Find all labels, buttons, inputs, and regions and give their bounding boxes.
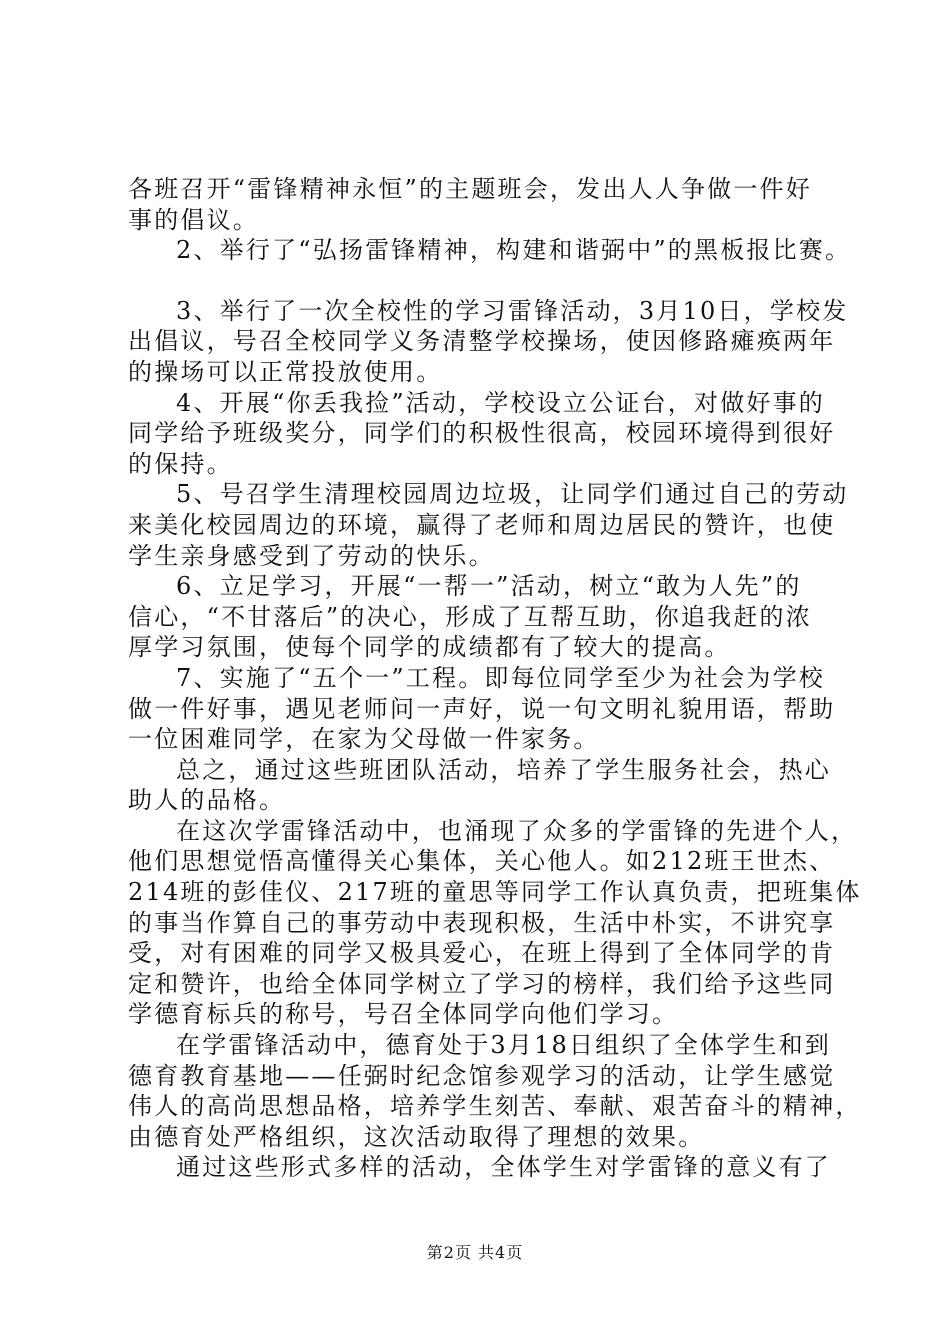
text-line: 做一件好事，遇见老师问一声好，说一句文明礼貌用语，帮助 <box>128 694 836 723</box>
text-line: 总之，通过这些班团队活动，培养了学生服务社会，热心 <box>176 755 831 784</box>
text-line: 7、实施了“五个一”工程。即每位同学至少为社会为学校 <box>176 663 826 692</box>
text-line: 通过这些形式多样的活动，全体学生对学雷锋的意义有了 <box>176 1153 831 1182</box>
text-line: 由德育处严格组织，这次活动取得了理想的效果。 <box>128 1122 705 1151</box>
text-line: 他们思想觉悟高懂得关心集体，关心他人。如212班王世杰、 <box>128 847 836 876</box>
text-line: 3、举行了一次全校性的学习雷锋活动，3月10日，学校发 <box>176 296 849 325</box>
text-line: 同学给予班级奖分，同学们的积极性很高，校园环境得到很好 <box>128 419 836 448</box>
text-line: 在这次学雷锋活动中，也涌现了众多的学雷锋的先进个人， <box>176 816 858 845</box>
text-line: 助人的品格。 <box>128 786 286 815</box>
text-line: 在学雷锋活动中，德育处于3月18日组织了全体学生和到 <box>176 1031 832 1060</box>
text-line: 事的倡议。 <box>128 205 259 234</box>
text-line: 2、举行了“弘扬雷锋精神，构建和谐弼中”的黑板报比赛。 <box>176 236 852 265</box>
text-line: 来美化校园周边的环境，赢得了老师和周边居民的赞许，也使 <box>128 510 836 539</box>
text-line: 各班召开“雷锋精神永恒”的主题班会，发出人人争做一件好 <box>128 175 812 203</box>
text-line: 214班的彭佳仪、217班的童思等同学工作认真负责，把班集体 <box>128 878 862 907</box>
text-line: 4、开展“你丢我捡”活动，学校设立公证台，对做好事的 <box>176 388 826 417</box>
text-line: 学德育标兵的称号，号召全体同学向他们学习。 <box>128 1000 679 1029</box>
text-line: 受，对有困难的同学又极具爱心，在班上得到了全体同学的肯 <box>128 939 836 968</box>
paragraph-gap <box>128 266 840 296</box>
text-line: 出倡议，号召全校同学义务清整学校操场，使因修路瘫痪两年 <box>128 327 836 356</box>
text-line: 德育教育基地——任弼时纪念馆参观学习的活动，让学生感觉 <box>128 1061 836 1090</box>
text-line: 学生亲身感受到了劳动的快乐。 <box>128 541 495 570</box>
page-footer: 第2页 共4页 <box>426 1243 524 1262</box>
text-line: 定和赞许，也给全体同学树立了学习的榜样，我们给予这些同 <box>128 969 836 998</box>
text-line: 的操场可以正常投放使用。 <box>128 357 443 386</box>
text-line: 伟人的高尚思想品格，培养学生刻苦、奉献、艰苦奋斗的精神， <box>128 1092 862 1121</box>
text-line: 5、号召学生清理校园周边垃圾，让同学们通过自己的劳动 <box>176 480 849 509</box>
document-body <box>128 174 862 1183</box>
text-line: 一位困难同学，在家为父母做一件家务。 <box>128 725 600 754</box>
text-line: 厚学习氛围，使每个同学的成绩都有了较大的提高。 <box>128 633 731 662</box>
text-line: 的事当作算自己的事劳动中表现积极，生活中朴实，不讲究享 <box>128 908 836 937</box>
text-line: 信心，“不甘落后”的决心，形成了互帮互助，你追我赶的浓 <box>128 602 812 631</box>
text-line: 6、立足学习，开展“一帮一”活动，树立“敢为人先”的 <box>176 572 802 601</box>
text-line: 的保持。 <box>128 449 233 478</box>
